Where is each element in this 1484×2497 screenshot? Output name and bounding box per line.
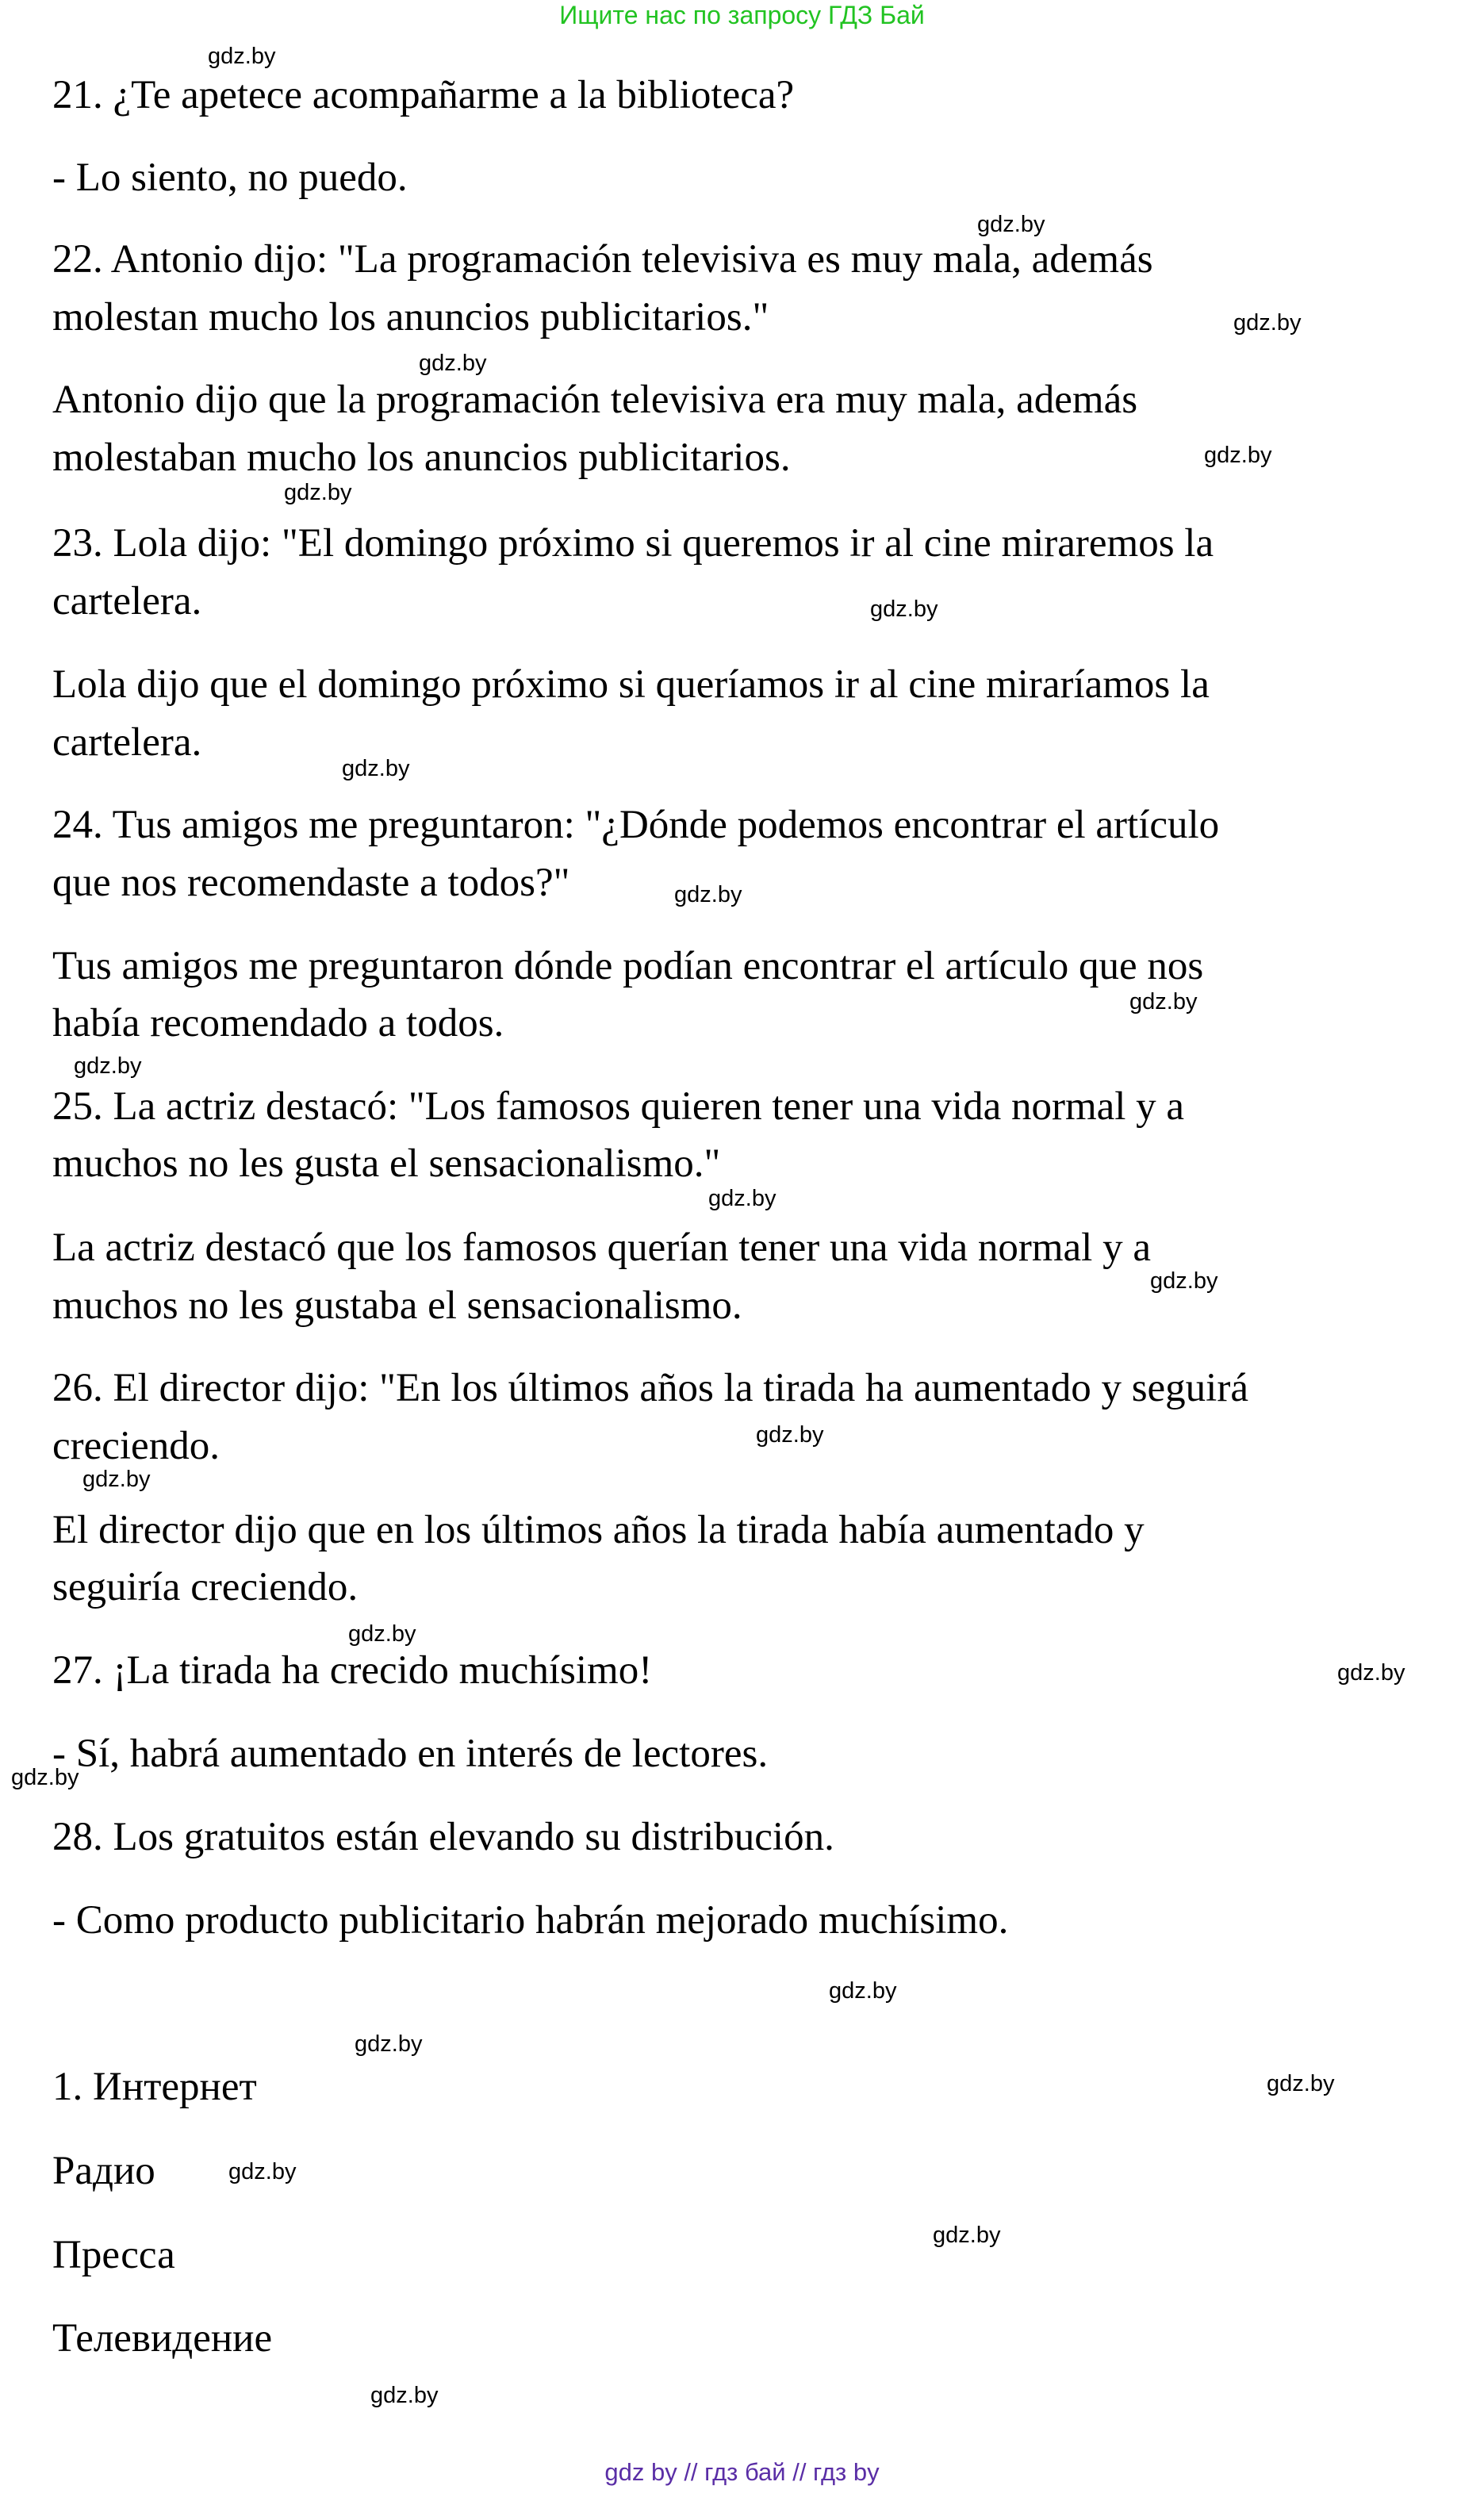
watermark: gdz.by xyxy=(82,1467,151,1492)
watermark: gdz.by xyxy=(1150,1268,1218,1294)
text-line: seguiría creciendo. xyxy=(52,1565,359,1609)
watermark: gdz.by xyxy=(829,1978,897,2004)
text-line: cartelera. xyxy=(52,579,202,623)
watermark: gdz.by xyxy=(342,756,410,781)
text-line: 28. Los gratuitos están elevando su distribución. xyxy=(52,1815,834,1859)
text-line: El director dijo que en los últimos años la tirada había aumentado y xyxy=(52,1508,1145,1552)
watermark: gdz.by xyxy=(1204,443,1272,468)
text-line: 21. ¿Te apetece acompañarme a la biblioteca? xyxy=(52,73,795,117)
watermark: gdz.by xyxy=(1267,2071,1335,2096)
text-line: 25. La actriz destacó: "Los famosos quieren tener una vida normal y a xyxy=(52,1084,1185,1129)
watermark: gdz.by xyxy=(674,882,742,907)
text-line: 23. Lola dijo: "El domingo próximo si queremos ir al cine miraremos la xyxy=(52,521,1214,566)
text-line: muchos no les gustaba el sensacionalismo. xyxy=(52,1283,742,1328)
site-banner: Ищите нас по запросу ГДЗ Бай xyxy=(559,1,925,29)
watermark: gdz.by xyxy=(977,212,1045,237)
text-line: molestan mucho los anuncios publicitarios." xyxy=(52,295,769,339)
watermark: gdz.by xyxy=(348,1621,416,1647)
text-line: - Sí, habrá aumentado en interés de lectores. xyxy=(52,1732,769,1776)
text-line: - Como producto publicitario habrán mejorado muchísimo. xyxy=(52,1898,1009,1943)
watermark: gdz.by xyxy=(11,1765,79,1790)
watermark: gdz.by xyxy=(228,2159,297,2184)
watermark: gdz.by xyxy=(284,480,352,505)
watermark: gdz.by xyxy=(933,2223,1001,2248)
watermark: gdz.by xyxy=(370,2383,439,2408)
watermark: gdz.by xyxy=(74,1053,142,1079)
text-line: creciendo. xyxy=(52,1424,220,1468)
text-line: Пресса xyxy=(52,2233,175,2277)
text-line: Tus amigos me preguntaron dónde podían encontrar el artículo que nos xyxy=(52,944,1204,988)
watermark: gdz.by xyxy=(1233,310,1302,336)
text-line: Радио xyxy=(52,2149,155,2193)
text-line: molestaban mucho los anuncios publicitarios. xyxy=(52,435,791,480)
text-line: 27. ¡La tirada ha crecido muchísimo! xyxy=(52,1648,653,1693)
watermark: gdz.by xyxy=(870,596,938,622)
text-line: 26. El director dijo: "En los últimos años la tirada ha aumentado y seguirá xyxy=(52,1366,1248,1410)
text-line: Lola dijo que el domingo próximo si queríamos ir al cine miraríamos la xyxy=(52,662,1210,707)
watermark: gdz.by xyxy=(208,44,276,69)
text-line: - Lo siento, no puedo. xyxy=(52,155,408,200)
watermark: gdz.by xyxy=(1129,989,1198,1015)
text-line: 1. Интернет xyxy=(52,2065,257,2109)
text-line: Телевидение xyxy=(52,2316,273,2361)
watermark: gdz.by xyxy=(419,351,487,376)
text-line: muchos no les gusta el sensacionalismo." xyxy=(52,1141,721,1186)
text-line: 22. Antonio dijo: "La programación televisiva es muy mala, además xyxy=(52,237,1153,282)
text-line: había recomendado a todos. xyxy=(52,1001,504,1045)
site-footer: gdz by // гдз бай // гдз by xyxy=(604,2458,880,2486)
text-line: La actriz destacó que los famosos querían tener una vida normal y a xyxy=(52,1225,1151,1270)
watermark: gdz.by xyxy=(708,1186,777,1211)
watermark: gdz.by xyxy=(756,1422,824,1448)
watermark: gdz.by xyxy=(355,2031,423,2057)
text-line: cartelera. xyxy=(52,720,202,765)
text-line: que nos recomendaste a todos?" xyxy=(52,861,570,905)
text-line: 24. Tus amigos me preguntaron: "¿Dónde podemos encontrar el artículo xyxy=(52,803,1220,847)
watermark: gdz.by xyxy=(1337,1660,1405,1686)
text-line: Antonio dijo que la programación televisiva era muy mala, además xyxy=(52,378,1138,422)
